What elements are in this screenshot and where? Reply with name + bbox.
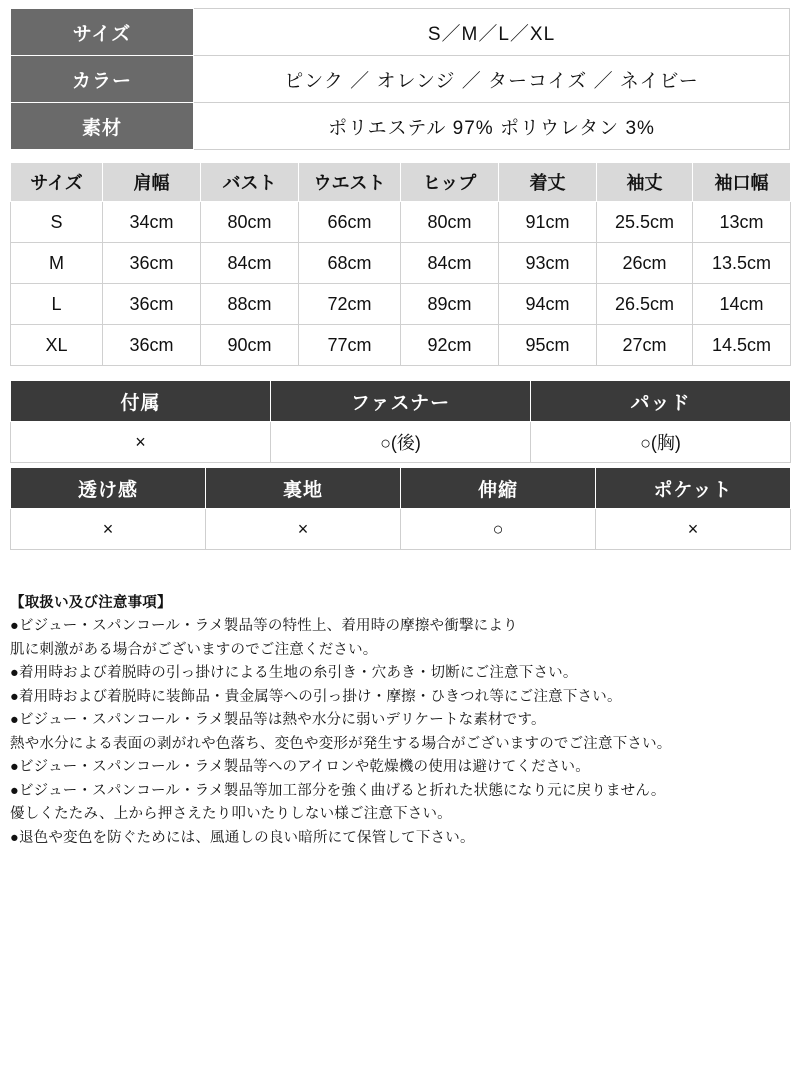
size-cell: XL <box>11 325 103 366</box>
size-cell: 72cm <box>299 284 401 325</box>
feature-header-lining: 裏地 <box>206 468 401 509</box>
size-cell: 93cm <box>499 243 597 284</box>
spec-label-color: カラー <box>11 56 194 103</box>
spec-value-size: S／M／L／XL <box>194 9 790 56</box>
size-cell: 92cm <box>401 325 499 366</box>
size-cell: 88cm <box>201 284 299 325</box>
feature-header-stretch: 伸縮 <box>401 468 596 509</box>
care-note-line: 熱や水分による表面の剥がれや色落ち、変色や変形が発生する場合がございますのでご注意下さい。 <box>10 735 672 752</box>
care-note-line: ●着用時および着脱時に装飾品・貴金属等への引っ掛け・摩擦・ひきつれ等にご注意下さい。 <box>10 688 622 705</box>
size-cell: 36cm <box>103 243 201 284</box>
feature-header-sheerness: 透け感 <box>11 468 206 509</box>
size-cell: 77cm <box>299 325 401 366</box>
size-col-header: 袖丈 <box>597 163 693 202</box>
size-cell: 80cm <box>201 202 299 243</box>
size-cell: 25.5cm <box>597 202 693 243</box>
size-cell: S <box>11 202 103 243</box>
size-measurement-table <box>10 162 791 366</box>
table-row <box>11 202 791 243</box>
features-table-bottom <box>10 467 791 550</box>
table-row <box>11 381 791 422</box>
table-row <box>11 284 791 325</box>
care-note-line: ●ビジュー・スパンコール・ラメ製品等へのアイロンや乾燥機の使用は避けてください。 <box>10 759 590 776</box>
table-row <box>11 325 791 366</box>
size-cell: 27cm <box>597 325 693 366</box>
size-cell: 90cm <box>201 325 299 366</box>
size-cell: 95cm <box>499 325 597 366</box>
table-row <box>11 243 791 284</box>
spec-label-material: 素材 <box>11 103 194 150</box>
table-row <box>11 509 791 550</box>
care-notes-title: 【取扱い及び注意事項】 <box>10 595 172 611</box>
feature-header-zipper: ファスナー <box>271 381 531 422</box>
size-cell: 36cm <box>103 284 201 325</box>
size-col-header: バスト <box>201 163 299 202</box>
size-cell: 94cm <box>499 284 597 325</box>
spec-value-color: ピンク ／ オレンジ ／ ターコイズ ／ ネイビー <box>194 56 790 103</box>
size-cell: 26.5cm <box>597 284 693 325</box>
spec-table <box>10 8 790 150</box>
feature-value-pad: ○(胸) <box>531 422 791 463</box>
size-cell: 14cm <box>693 284 791 325</box>
care-note-line: ●ビジュー・スパンコール・ラメ製品等加工部分を強く曲げると折れた状態になり元に戻りません。 <box>10 782 666 799</box>
size-cell: M <box>11 243 103 284</box>
feature-value-lining: × <box>206 509 401 550</box>
size-cell: 34cm <box>103 202 201 243</box>
care-note-line: 肌に刺激がある場合がございますのでご注意ください。 <box>10 641 378 658</box>
care-note-line: ●着用時および着脱時の引っ掛けによる生地の糸引き・穴あき・切断にご注意下さい。 <box>10 665 578 682</box>
feature-value-zipper: ○(後) <box>271 422 531 463</box>
care-note-line: ●退色や変色を防ぐためには、風通しの良い暗所にて保管して下さい。 <box>10 829 475 846</box>
size-cell: 89cm <box>401 284 499 325</box>
size-cell: L <box>11 284 103 325</box>
feature-value-pocket: × <box>596 509 791 550</box>
size-col-header: ヒップ <box>401 163 499 202</box>
size-cell: 13.5cm <box>693 243 791 284</box>
care-note-line: 優しくたたみ、上から押さえたり叩いたりしない様ご注意下さい。 <box>10 806 452 823</box>
size-cell: 84cm <box>401 243 499 284</box>
size-cell: 36cm <box>103 325 201 366</box>
size-cell: 68cm <box>299 243 401 284</box>
spec-value-material: ポリエステル 97% ポリウレタン 3% <box>194 103 790 150</box>
features-table-top <box>10 380 791 463</box>
feature-header-pocket: ポケット <box>596 468 791 509</box>
care-note-line: ●ビジュー・スパンコール・ラメ製品等は熱や水分に弱いデリケートな素材です。 <box>10 712 546 729</box>
size-cell: 80cm <box>401 202 499 243</box>
size-cell: 14.5cm <box>693 325 791 366</box>
size-cell: 13cm <box>693 202 791 243</box>
table-row <box>11 468 791 509</box>
feature-value-sheerness: × <box>11 509 206 550</box>
table-row <box>11 56 790 103</box>
size-cell: 84cm <box>201 243 299 284</box>
feature-header-pad: パッド <box>531 381 791 422</box>
care-note-line: ●ビジュー・スパンコール・ラメ製品等の特性上、着用時の摩擦や衝撃により <box>10 618 518 635</box>
size-col-header: 肩幅 <box>103 163 201 202</box>
size-col-header: サイズ <box>11 163 103 202</box>
feature-header-accessory: 付属 <box>11 381 271 422</box>
size-table-header-row <box>11 163 791 202</box>
feature-value-accessory: × <box>11 422 271 463</box>
spec-label-size: サイズ <box>11 9 194 56</box>
table-row <box>11 422 791 463</box>
care-notes <box>10 592 790 850</box>
size-cell: 66cm <box>299 202 401 243</box>
size-col-header: ウエスト <box>299 163 401 202</box>
feature-value-stretch: ○ <box>401 509 596 550</box>
table-row <box>11 9 790 56</box>
size-col-header: 着丈 <box>499 163 597 202</box>
table-row <box>11 103 790 150</box>
size-cell: 91cm <box>499 202 597 243</box>
size-cell: 26cm <box>597 243 693 284</box>
size-col-header: 袖口幅 <box>693 163 791 202</box>
